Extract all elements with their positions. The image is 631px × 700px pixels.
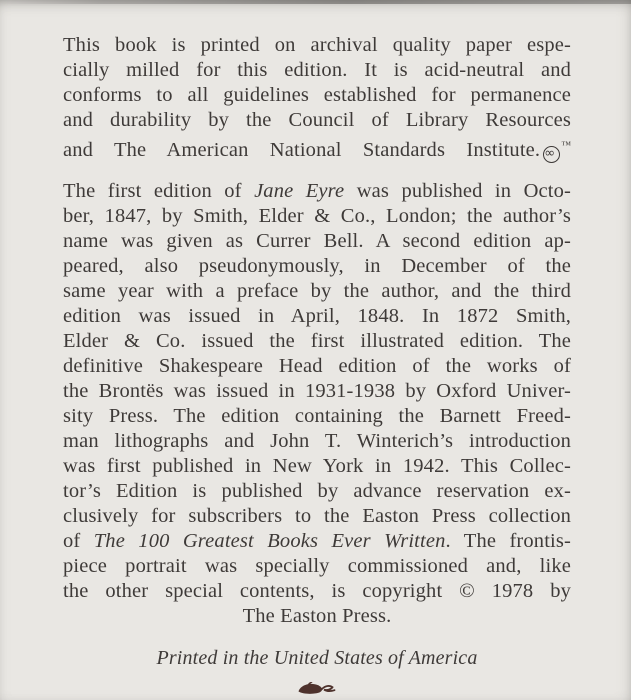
- text-segment: and The American National Standards Institute.: [63, 139, 541, 161]
- collection-title-italic: The 100 Greatest Books Ever Written: [93, 530, 446, 552]
- text-line: conforms to all guidelines established for permanence: [63, 84, 571, 106]
- text-line: [63, 133, 571, 163]
- text-line: same year with a preface by the author, and the third: [63, 280, 571, 302]
- text-line: [63, 179, 571, 204]
- text-line: [63, 529, 571, 554]
- text-line: was first published in New York in 1942. This Collec-: [63, 455, 571, 477]
- paper-quality-paragraph: [63, 33, 571, 163]
- text-segment: of: [63, 530, 81, 552]
- text-line: cially milled for this edition. It is acid-neutral and: [63, 59, 571, 81]
- text-line: clusively for subscribers to the Easton Press collection: [63, 505, 571, 527]
- book-title-italic: Jane Eyre: [254, 180, 345, 202]
- text-line: man lithographs and John T. Winterich’s introduction: [63, 430, 571, 452]
- text-line: piece portrait was specially commissioned and, like: [63, 555, 571, 577]
- text-line: the other special contents, is copyright © 1978 by: [63, 580, 571, 602]
- trademark-icon: ™: [561, 140, 571, 151]
- text-line: peared, also pseudonymously, in December of the: [63, 255, 571, 277]
- permanent-paper-icon: ∞: [543, 146, 560, 163]
- text-line: Elder & Co. issued the first illustrated edition. The: [63, 330, 571, 352]
- text-line: name was given as Currer Bell. A second edition ap-: [63, 230, 571, 252]
- text-segment: The first edition of: [63, 180, 242, 202]
- text-line: sity Press. The edition containing the Barnett Freed-: [63, 405, 571, 427]
- text-segment: was published in Octo-: [356, 180, 571, 202]
- printed-in-line: Printed in the United States of America: [156, 647, 478, 669]
- text-line: the Brontës was issued in 1931-1938 by Oxford Univer-: [63, 380, 571, 402]
- colophon-text: [63, 33, 571, 697]
- text-line: This book is printed on archival quality paper espe-: [63, 34, 571, 56]
- page-top-edge-shadow: [0, 0, 631, 4]
- text-line: tor’s Edition is published by advance reservation ex-: [63, 480, 571, 502]
- publisher-line: The Easton Press.: [242, 605, 392, 627]
- text-line: ber, 1847, by Smith, Elder & Co., London; the author’s: [63, 205, 571, 227]
- text-segment: . The frontis-: [445, 530, 571, 552]
- text-line: and durability by the Council of Library Resources: [63, 109, 571, 131]
- bird-ornament-icon: [63, 679, 571, 697]
- text-line: edition was issued in April, 1848. In 1872 Smith,: [63, 305, 571, 327]
- edition-history-paragraph: [63, 179, 571, 629]
- text-line: definitive Shakespeare Head edition of the works of: [63, 355, 571, 377]
- bird-ornament-graphic: [297, 680, 337, 697]
